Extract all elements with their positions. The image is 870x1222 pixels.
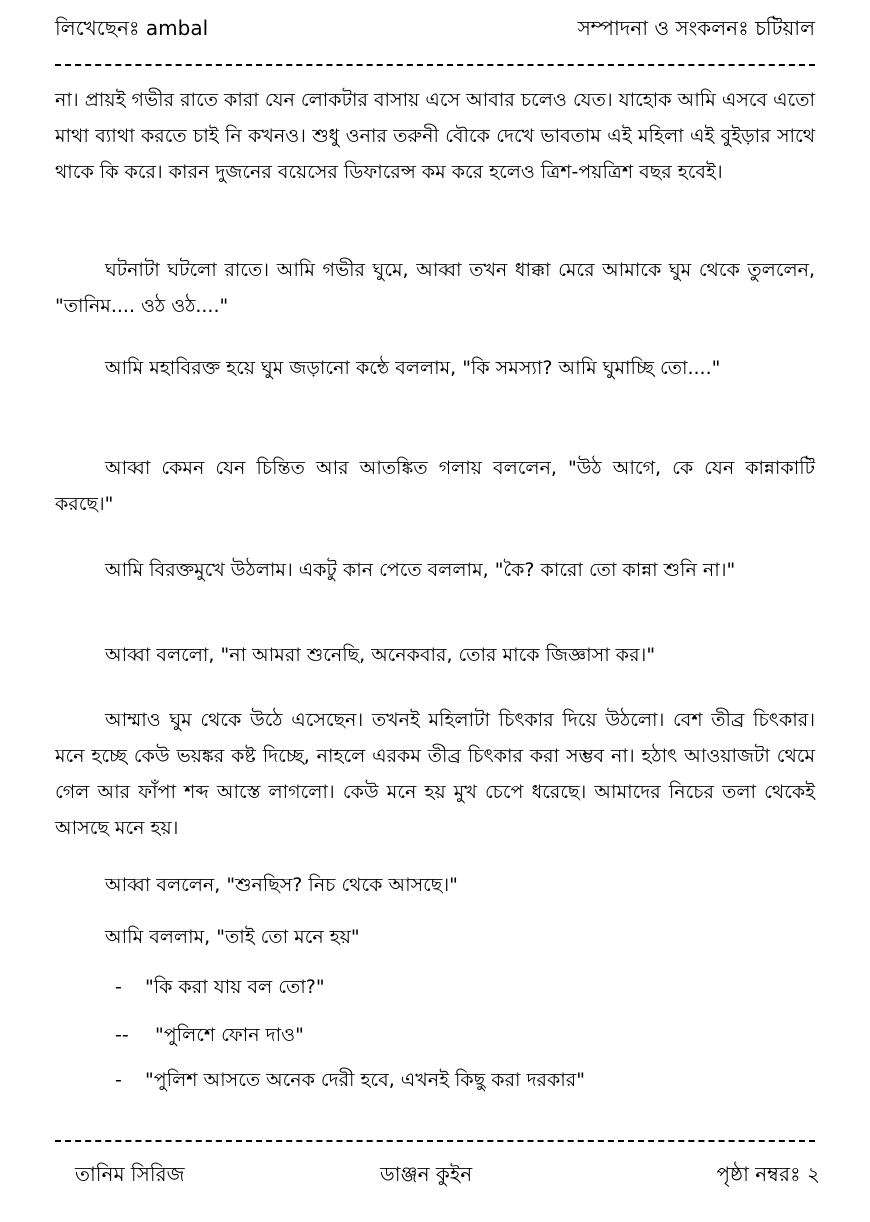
- dialogue-line: [115, 1062, 585, 1098]
- series-name: তানিম সিরিজ: [75, 1162, 185, 1186]
- dash-marker: --: [115, 1024, 129, 1046]
- story-title: ডাঞ্জন কুইন: [380, 1162, 473, 1186]
- paragraph: আমি বললাম, "তাই তো মনে হয়": [105, 926, 360, 948]
- dialogue-line: [115, 1017, 304, 1053]
- footer-divider: [55, 1140, 815, 1142]
- paragraph: আমি বিরক্তমুখে উঠলাম। একটু কান পেতে বললাম, "কৈ? কারো তো কান্না শুনি না।": [105, 559, 736, 581]
- paragraph: আম্মাও ঘুম থেকে উঠে এসেছেন। তখনই মহিলাটা চিৎকার দিয়ে উঠলো। বেশ তীব্র চিৎকার। মনে হচ্ছে কেউ ভয়ঙ্কর কষ্ট দিচ্ছে, নাহলে এরকম তীব্র চিৎকার করা সম্ভব না। হঠাৎ আওয়াজটা থেমে গেল আর ফাঁপা শব্দ আস্তে লাগলো। কেউ মনে হয় মুখ চেপে ধরেছে। আমাদের নিচের তলা থেকেই আসছে মনে হয়।: [55, 709, 815, 839]
- dash-marker: -: [115, 1069, 122, 1091]
- dash-marker: -: [115, 976, 122, 998]
- paragraph: আব্বা কেমন যেন চিন্তিত আর আতঙ্কিত গলায় বললেন, "উঠ আগে, কে যেন কান্নাকাটি করছে।": [55, 457, 815, 515]
- paragraph: আব্বা বললেন, "শুনছিস? নিচ থেকে আসছে।": [105, 874, 458, 896]
- paragraph: আব্বা বললো, "না আমরা শুনেছি, অনেকবার, তোর মাকে জিজ্ঞাসা কর।": [105, 644, 656, 666]
- header-divider: [55, 64, 815, 66]
- page-number: পৃষ্ঠা নম্বরঃ ২: [716, 1162, 820, 1186]
- dialogue-text: "কি করা যায় বল তো?": [145, 976, 325, 998]
- author-credit: লিখেছেনঃ ambal: [55, 16, 209, 40]
- dialogue-text: "পুলিশে ফোন দাও": [155, 1024, 304, 1046]
- paragraph: ঘটনাটা ঘটলো রাতে। আমি গভীর ঘুমে, আব্বা তখন ধাক্কা মেরে আমাকে ঘুম থেকে তুললেন, "তানিম.... ওঠ ওঠ....": [55, 259, 815, 317]
- dialogue-line: [115, 969, 325, 1005]
- paragraph: না। প্রায়ই গভীর রাতে কারা যেন লোকটার বাসায় এসে আবার চলেও যেত। যাহোক আমি এসবে এতো মাথা ব্যাথা করতে চাই নি কখনও। শুধু ওনার তরুনী বৌকে দেখে ভাবতাম এই মহিলা এই বুইড়ার সাথে থাকে কি করে। কারন দুজনের বয়েসের ডিফারেন্স কম করে হলেও ত্রিশ-পয়ত্রিশ বছর হবেই।: [55, 89, 815, 183]
- paragraph: আমি মহাবিরক্ত হয়ে ঘুম জড়ানো কন্ঠে বললাম, "কি সমস্যা? আমি ঘুমাচ্ছি তো....": [105, 357, 721, 379]
- dialogue-text: "পুলিশ আসতে অনেক দেরী হবে, এখনই কিছু করা দরকার": [145, 1069, 585, 1091]
- editor-credit: সম্পাদনা ও সংকলনঃ চটিয়াল: [577, 16, 815, 40]
